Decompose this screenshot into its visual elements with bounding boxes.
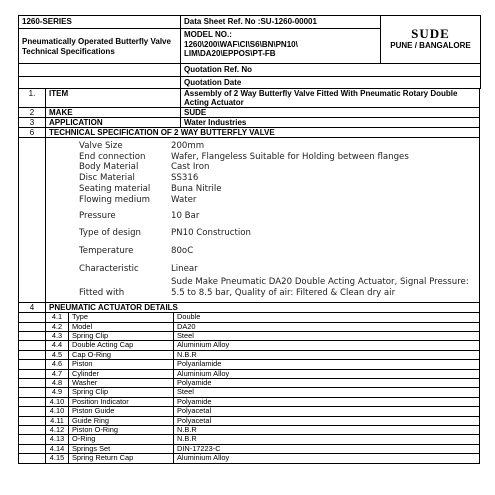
pneumatic-row <box>19 435 480 444</box>
row-number: 4.4 <box>46 341 69 350</box>
brand-block <box>381 16 481 64</box>
model-label: MODEL NO.: <box>184 30 232 39</box>
pneumatic-section-title: PNEUMATIC ACTUATOR DETAILS <box>46 302 480 312</box>
row-number: 4.7 <box>46 369 69 378</box>
item-number: 1. <box>19 89 46 108</box>
spec-row: Type of design PN10 Construction <box>79 228 251 239</box>
spec-row: Valve Size 200mm <box>79 141 205 152</box>
row-part: O-Ring <box>69 435 174 444</box>
spec-row: Fitted with Sude Make Pneumatic DA20 Double Acting Actuator, Signal Pressure: 5.5 to 8.5 bar, Quality of air: Filtered & Clean dry air <box>79 277 469 299</box>
row-number: 4.1 <box>46 313 69 322</box>
items-table <box>18 88 480 303</box>
pneumatic-row <box>19 388 480 397</box>
row-material: Aluminium Alloy <box>174 369 480 378</box>
row-number: 4.8 <box>46 378 69 387</box>
row-part: Spring Clip <box>69 331 174 340</box>
row-part: Guide Ring <box>69 416 174 425</box>
document-title: Pneumatically Operated Butterfly Valve Technical Specifications <box>19 29 181 64</box>
row-number: 4.12 <box>46 426 69 435</box>
spec-section-number: 6 <box>19 128 46 138</box>
row-part: Model <box>69 322 174 331</box>
quotation-ref: Quotation Ref. No <box>181 64 481 77</box>
pneumatic-row <box>19 454 480 463</box>
pneumatic-details-table <box>18 312 480 464</box>
application-label: APPLICATION <box>46 118 181 128</box>
model-code-line-2: LIM\DA20\EPPOS\PT-FB <box>184 49 276 58</box>
row-number: 4.9 <box>46 388 69 397</box>
row-part: Washer <box>69 378 174 387</box>
spec-row: Temperature 80oC <box>79 245 194 256</box>
pneumatic-row <box>19 341 480 350</box>
row-part: Piston <box>69 360 174 369</box>
row-number: 4.5 <box>46 350 69 359</box>
series-label: 1260-SERIES <box>19 16 181 29</box>
spec-block <box>46 138 480 303</box>
pneumatic-row <box>19 360 480 369</box>
spec-row: Disc Material SS316 <box>79 172 199 183</box>
row-material: Aluminium Alloy <box>174 341 480 350</box>
row-part: Double Acting Cap <box>69 341 174 350</box>
application-value: Water Industries <box>181 118 480 128</box>
row-material: Steel <box>174 331 480 340</box>
row-material: Steel <box>174 388 480 397</box>
spec-section-title: TECHNICAL SPECIFICATION OF 2 WAY BUTTERFLY VALVE <box>46 128 480 138</box>
row-material: Polyacetal <box>174 416 480 425</box>
row-number: 4.2 <box>46 322 69 331</box>
spec-row: End connection Wafer, Flangeless Suitable for Holding between flanges <box>79 151 409 162</box>
row-material: Double <box>174 313 480 322</box>
application-number: 3 <box>19 118 46 128</box>
spec-row: Pressure 10 Bar <box>79 210 200 221</box>
row-part: Position Indicator <box>69 397 174 406</box>
datasheet <box>18 15 480 464</box>
pneumatic-row <box>19 407 480 416</box>
spec-row: Seating material Buna Nitrile <box>79 183 222 194</box>
row-part: Spring Return Cap <box>69 454 174 463</box>
row-material: DA20 <box>174 322 480 331</box>
item-value: Assembly of 2 Way Butterfly Valve Fitted With Pneumatic Rotary Double Acting Actuator <box>181 89 480 108</box>
quotation-date: Quotation Date <box>181 76 481 89</box>
row-material: Aluminium Alloy <box>174 454 480 463</box>
spec-row: Flowing medium Water <box>79 195 197 206</box>
row-number: 4.6 <box>46 360 69 369</box>
row-material: DIN-17223-C <box>174 444 480 453</box>
row-material: Polyacetal <box>174 407 480 416</box>
row-part: Springs Set <box>69 444 174 453</box>
row-number: 4.3 <box>46 331 69 340</box>
row-number: 4.14 <box>46 444 69 453</box>
make-label: MAKE <box>46 108 181 118</box>
row-part: Piston Guide <box>69 407 174 416</box>
make-number: 2 <box>19 108 46 118</box>
row-number: 4.13 <box>46 435 69 444</box>
spec-row: Body Material Cast Iron <box>79 162 210 173</box>
header-table <box>18 15 481 89</box>
row-part: Cylinder <box>69 369 174 378</box>
row-part: Piston O-Ring <box>69 426 174 435</box>
row-part: Type <box>69 313 174 322</box>
row-number: 4.15 <box>46 454 69 463</box>
row-material: N.B.R <box>174 426 480 435</box>
row-part: Spring Clip <box>69 388 174 397</box>
brand-city: PUNE / BANGALORE <box>390 40 471 50</box>
pneumatic-row <box>19 313 480 322</box>
row-number: 4.10 <box>46 397 69 406</box>
row-material: N.B.R <box>174 435 480 444</box>
model-number <box>181 29 381 64</box>
model-code-line-1: 1260\200\WAF\CI\S6\BN\PN10\ <box>184 39 298 49</box>
row-part: Cap O-Ring <box>69 350 174 359</box>
item-label: ITEM <box>46 89 181 108</box>
row-number: 4.11 <box>46 416 69 425</box>
brand-logo: SUDE <box>411 26 450 41</box>
row-material: N.B.R <box>174 350 480 359</box>
spec-row: Characteristic Linear <box>79 263 198 274</box>
row-material: Polyarilamide <box>174 360 480 369</box>
datasheet-ref: Data Sheet Ref. No :SU-1260-00001 <box>181 16 381 29</box>
row-material: Polyamide <box>174 397 480 406</box>
pneumatic-section-number: 4 <box>19 302 46 312</box>
row-material: Polyamide <box>174 378 480 387</box>
make-value: SUDE <box>181 108 480 118</box>
row-number: 4.10 <box>46 407 69 416</box>
